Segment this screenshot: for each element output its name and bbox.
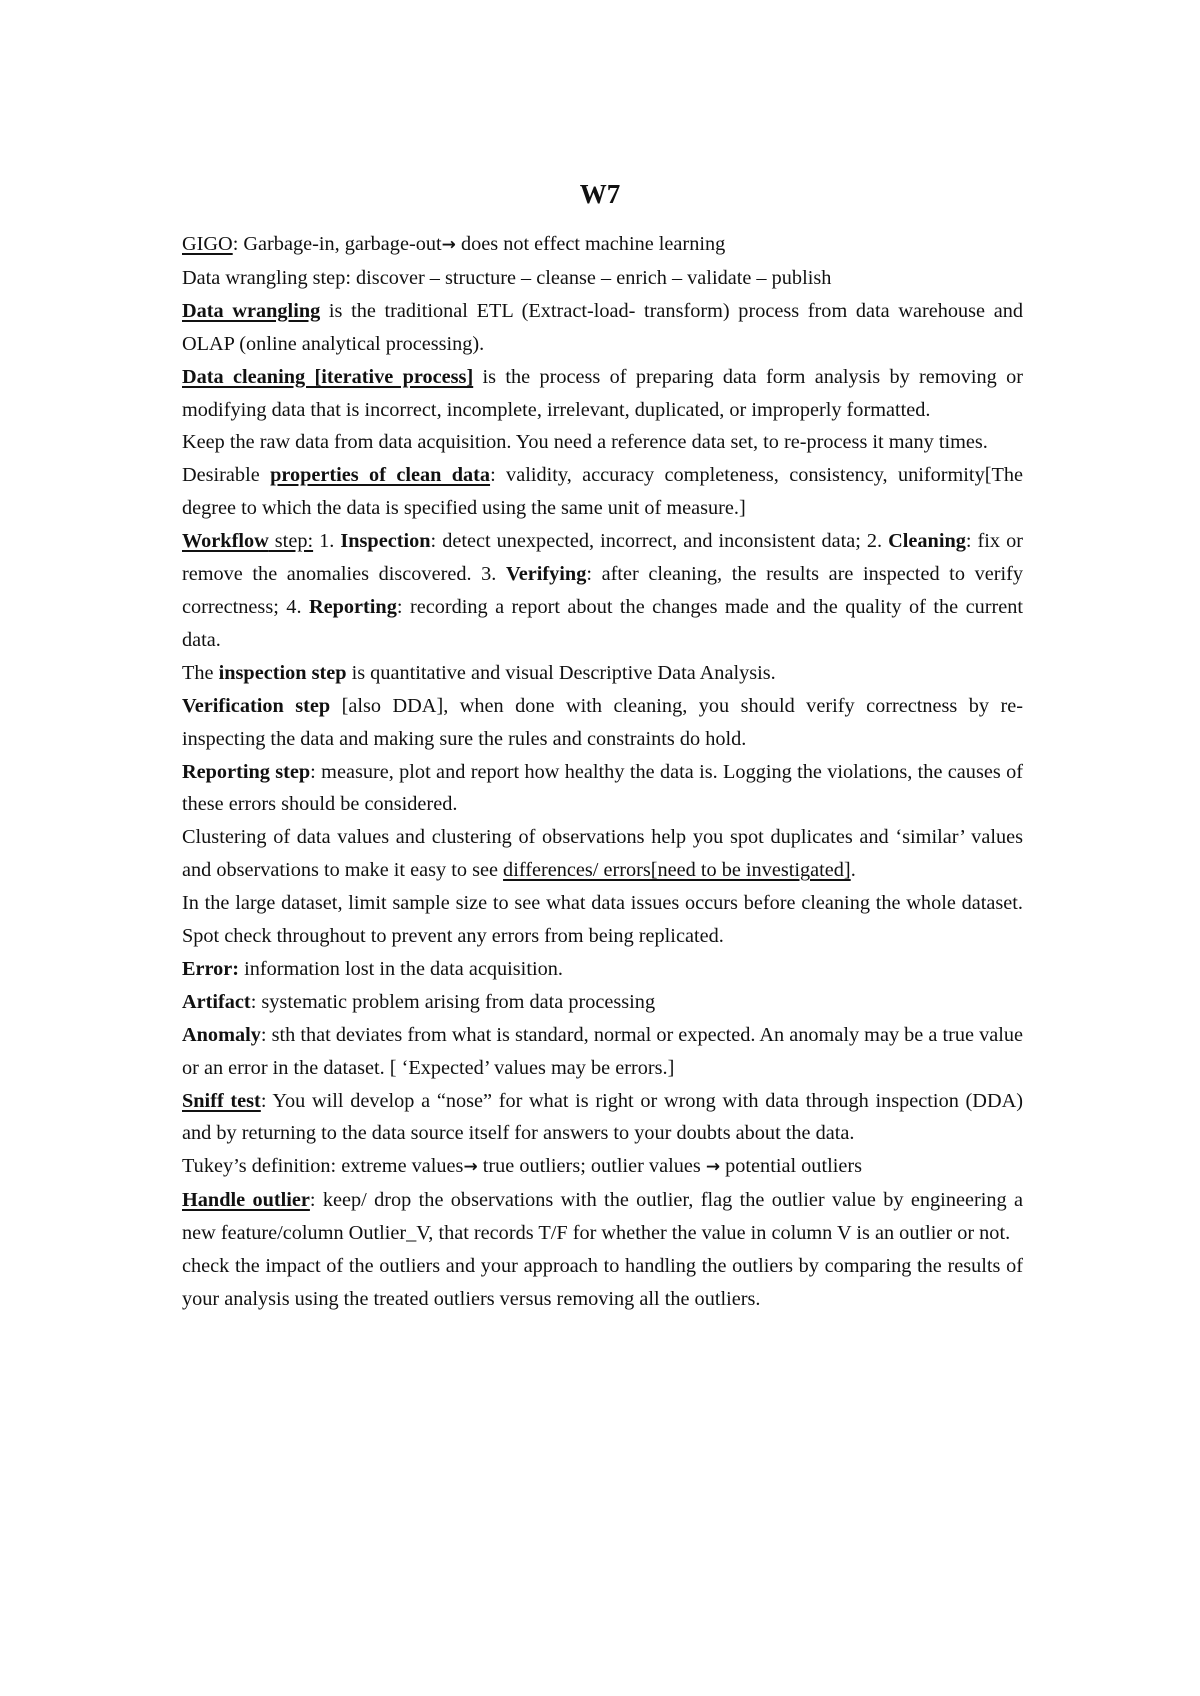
term-properties-clean-data: properties of clean data [270, 464, 491, 487]
paragraph-sniff-test [182, 1085, 1023, 1151]
text: Workflow [182, 530, 269, 553]
arrow-icon: → [441, 235, 456, 255]
term-reporting-step: Reporting step [182, 760, 311, 783]
text: information lost in the data acquisition. [239, 957, 563, 980]
text: : measure, plot and report how healthy the data is. Logging the violations, the causes of these errors should be considered. [182, 760, 1023, 816]
term-data-cleaning: Data cleaning [iterative process] [182, 365, 474, 388]
term-data-wrangling: Data wrangling [182, 299, 321, 322]
arrow-icon: → [463, 1157, 478, 1178]
paragraph-error [182, 953, 1023, 986]
paragraph-reporting-step [182, 756, 1023, 822]
text: : after cleaning, the results are inspected to verify correctness; 4. [182, 563, 1023, 618]
arrow-icon: → [705, 1157, 721, 1178]
text: . [850, 859, 856, 882]
paragraph-raw-data: Keep the raw data from data acquisition. You need a reference data set, to re-process it many times. [182, 431, 988, 454]
term-inspection-step: inspection step [218, 661, 347, 684]
text: : validity, accuracy completeness, consistency, uniformity[The degree to which the data is specified using the same unit of measure.] [182, 464, 1023, 520]
term-gigo: GIGO [182, 233, 233, 255]
paragraph-tukey [182, 1150, 1023, 1184]
term-reporting: Reporting [308, 595, 397, 618]
text: : sth that deviates from what is standard, normal or expected. An anomaly may be a true value or an error in the dataset. [ ‘Expected’ values may be errors.] [182, 1023, 1023, 1079]
paragraph-verification-step [182, 690, 1023, 756]
text: step: [268, 530, 314, 553]
term-cleaning: Cleaning [888, 530, 966, 553]
paragraph-clustering [182, 821, 1023, 887]
text: is the process of preparing data form analysis by removing or modifying data that is incorrect, incomplete, irrelevant, duplicated, or improperly formatted. [182, 365, 1024, 421]
text: potential outliers [720, 1155, 863, 1178]
paragraph-inspection-step [182, 657, 1023, 690]
term-artifact: Artifact [182, 990, 251, 1013]
paragraph-anomaly [182, 1019, 1023, 1085]
text: true outliers; outlier values [477, 1155, 706, 1178]
paragraph-data-cleaning [182, 361, 1023, 427]
term-verification-step: Verification step [182, 694, 331, 717]
term-workflow-step [182, 530, 313, 552]
text: The [182, 661, 219, 684]
text: is the traditional ETL (Extract-load- transform) process from data warehouse and OLAP (online analytical processing). [182, 299, 1023, 355]
text: : detect unexpected, incorrect, and inconsistent data; 2. [430, 530, 889, 553]
term-verifying: Verifying [505, 563, 587, 586]
text: : keep/ drop the observations with the outlier, flag the outlier value by engineering a new feature/column Outlier_V, that records T/F for whether the value in column V is an outlier or not. [182, 1189, 1023, 1245]
text: is quantitative and visual Descriptive Data Analysis. [346, 661, 776, 684]
paragraph-artifact [182, 986, 1023, 1019]
text: Clustering of data values and clustering of observations help you spot duplicates and ‘similar’ values and observations to make it easy to see [182, 826, 1023, 882]
term-inspection: Inspection [340, 530, 431, 553]
text: : recording a report about the changes made and the quality of the current data. [182, 595, 1024, 651]
text: Desirable [182, 464, 271, 487]
text: : You will develop a “nose” for what is right or wrong with data through inspection (DDA) and by returning to the data source itself for answers to your doubts about the data. [182, 1089, 1023, 1145]
term-handle-outlier: Handle outlier [182, 1189, 310, 1212]
text: : systematic problem arising from data processing [250, 990, 656, 1013]
text: [also DDA], when done with cleaning, you should verify correctness by re-inspecting the data and making sure the rules and constraints do hold. [182, 694, 1023, 750]
paragraph-clean-properties [182, 459, 1023, 525]
paragraph-gigo [182, 228, 1023, 262]
notes-body [182, 228, 1023, 1316]
paragraph-large-dataset: In the large dataset, limit sample size to see what data issues occurs before cleaning the whole dataset. Spot check throughout to prevent any errors from being replicated. [182, 892, 1023, 948]
term-sniff-test: Sniff test [182, 1089, 261, 1112]
text: : Garbage-in, garbage-out [232, 233, 442, 255]
paragraph-data-wrangling [182, 295, 1023, 361]
term-error: Error: [182, 957, 240, 980]
paragraph-handle-outlier [182, 1184, 1023, 1250]
text: : fix or remove the anomalies discovered. 3. [182, 530, 1023, 586]
text: does not effect machine learning [455, 233, 726, 255]
paragraph-workflow [182, 525, 1023, 657]
text: Tukey’s definition: extreme values [182, 1155, 464, 1178]
page-title: W7 [579, 179, 621, 209]
underlined-differences-errors: differences/ errors[need to be investigated] [503, 859, 851, 882]
term-anomaly: Anomaly [182, 1023, 261, 1046]
text: 1. [313, 530, 341, 553]
paragraph-outlier-impact: check the impact of the outliers and your approach to handling the outliers by comparing the results of your analysis using the treated outliers versus removing all the outliers. [182, 1255, 1023, 1310]
paragraph-wrangling-steps: Data wrangling step: discover – structure – cleanse – enrich – validate – publish [182, 266, 832, 289]
